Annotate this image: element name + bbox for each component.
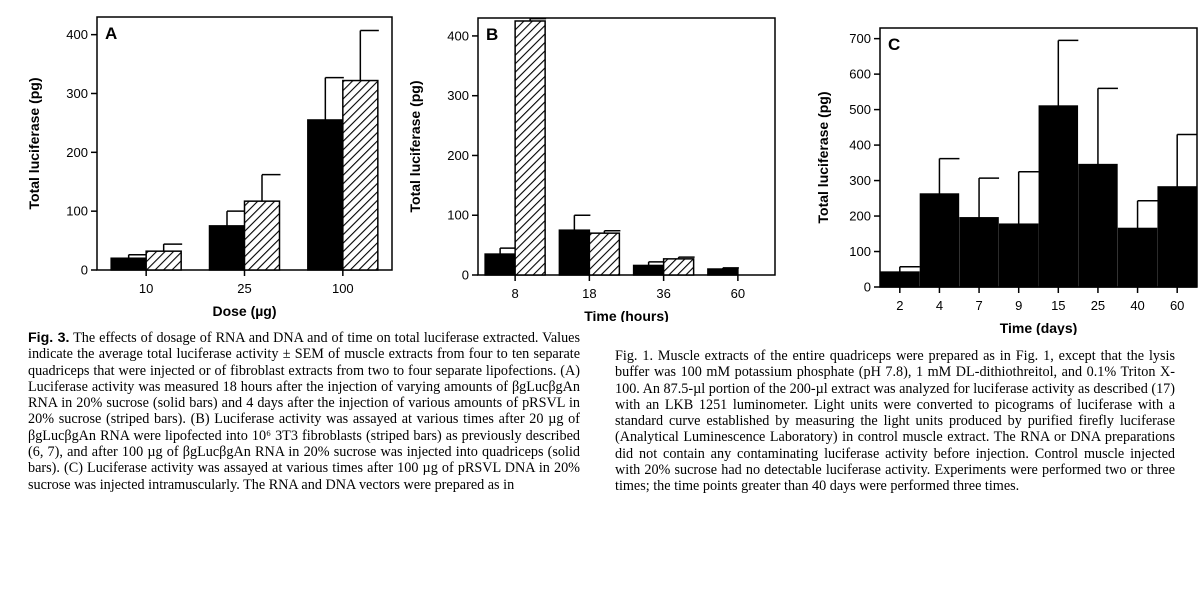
y-tick-label: 200 xyxy=(66,144,88,160)
y-tick-label: 100 xyxy=(447,207,469,223)
bar-solid xyxy=(485,254,515,275)
bar-solid xyxy=(920,194,958,287)
bar-solid xyxy=(960,218,998,287)
x-tick-label: 8 xyxy=(511,286,519,301)
bar-striped xyxy=(589,233,619,275)
x-tick-label: 9 xyxy=(1015,298,1023,313)
y-tick-label: 400 xyxy=(849,137,871,153)
bar-solid xyxy=(1158,187,1196,287)
panel-label: B xyxy=(486,25,499,44)
y-tick-label: 300 xyxy=(447,88,469,104)
figure-label: Fig. 3. xyxy=(28,330,70,346)
x-tick-label: 25 xyxy=(1090,298,1106,313)
caption-left-text: The effects of dosage of RNA and DNA and of time on total luciferase extracted. Values indicate the average total luciferase activity ± SEM of muscle extracts from four to ten separate quadriceps that were injected or of fibroblast extracts from two to four separate lipofections. (A) Luciferase activity was measured 18 hours after the injection of varying amounts of βgLucβgAn RNA in 20% sucrose (solid bars) and 4 days after the injection of various amounts of pRSVL in 20% sucrose (striped bars). (B) Luciferase activity was assayed at various times after 20 µg of βgLucβgAn RNA were lipofected into 10⁶ 3T3 fibroblasts (striped bars) as previously described (6, 7), and after 100 µg of βgLucβgAn RNA in 20% sucrose was injected into quadriceps (solid bars). (C) Luciferase activity was assayed at various times after 100 µg of pRSVL DNA in 20% sucrose was injected intramuscularly. The RNA and DNA vectors were prepared as in xyxy=(28,330,580,493)
bar-striped xyxy=(664,259,694,275)
caption-right-text: Fig. 1. Muscle extracts of the entire quadriceps were prepared as in Fig. 1, except that the lysis buffer was 100 mM potassium phosphate (pH 7.8), 1 mM DL-dithiothreitol, and 0.1% Triton X-100. An 87.5-µl portion of the 200-µl extract was analyzed for luciferase activity as described (17) with an LKB 1251 luminometer. Light units were converted to picograms of luciferase with a standard curve established by measuring the light units produced by purified firefly luciferase (Analytical Luminescence Laboratory) in control muscle extract. The RNA or DNA preparations did not contain any contaminating luciferase activity before injection. Control muscle injected with 20% sucrose had no detectable luciferase activity. Experiments were performed two or three times; the time points greater than 40 days were performed three times. xyxy=(615,348,1175,495)
x-tick-label: 4 xyxy=(935,298,944,313)
y-tick-label: 500 xyxy=(849,102,871,118)
y-tick-label: 400 xyxy=(447,28,469,44)
bar-solid xyxy=(634,265,664,275)
y-tick-label: 0 xyxy=(80,262,88,278)
y-tick-label: 0 xyxy=(863,279,871,295)
y-tick-label: 400 xyxy=(66,27,88,43)
chart-a-svg xyxy=(0,0,400,322)
panel-label: A xyxy=(105,24,118,43)
y-tick-label: 300 xyxy=(66,85,88,101)
bar-solid xyxy=(1079,165,1117,287)
bar-solid xyxy=(1119,228,1157,287)
chart-c-svg xyxy=(800,0,1200,335)
y-tick-label: 0 xyxy=(461,267,469,283)
y-axis-label: Total luciferase (pg) xyxy=(26,77,42,210)
x-axis-label: Time (hours) xyxy=(584,308,669,322)
x-tick-label: 60 xyxy=(730,286,746,301)
x-tick-label: 2 xyxy=(896,298,904,313)
x-tick-label: 25 xyxy=(237,281,252,296)
x-tick-label: 60 xyxy=(1169,298,1185,313)
figure-caption-right xyxy=(615,348,1175,495)
y-axis-label: Total luciferase (pg) xyxy=(407,80,423,213)
x-tick-label: 18 xyxy=(582,286,597,301)
chart-panel-b xyxy=(400,0,800,322)
chart-panel-a xyxy=(0,0,400,322)
y-tick-label: 600 xyxy=(849,66,871,82)
y-tick-label: 700 xyxy=(849,31,871,47)
bar-solid xyxy=(881,272,919,287)
bar-striped xyxy=(245,201,280,270)
x-tick-label: 100 xyxy=(331,281,354,296)
bar-solid xyxy=(210,226,245,270)
bar-solid xyxy=(1039,106,1077,287)
x-axis-label: Dose (µg) xyxy=(212,303,277,319)
x-tick-label: 7 xyxy=(975,298,983,313)
bar-solid xyxy=(708,269,738,275)
bar-solid xyxy=(1000,224,1038,287)
y-tick-label: 300 xyxy=(849,173,871,189)
bar-solid xyxy=(559,230,589,275)
bar-solid xyxy=(111,258,146,270)
x-axis-label: Time (days) xyxy=(999,320,1078,335)
chart-b-svg xyxy=(400,0,800,322)
bar-striped xyxy=(146,251,181,270)
panel-label: C xyxy=(888,35,901,54)
figure-caption-left xyxy=(28,330,580,493)
y-tick-label: 100 xyxy=(66,203,88,219)
bar-striped xyxy=(343,81,378,270)
bar-solid xyxy=(308,120,343,270)
y-tick-label: 100 xyxy=(849,244,871,260)
y-tick-label: 200 xyxy=(447,147,469,163)
bar-striped xyxy=(515,21,545,275)
chart-panel-c xyxy=(800,0,1200,335)
x-tick-label: 36 xyxy=(656,286,671,301)
y-axis-label: Total luciferase (pg) xyxy=(815,91,831,224)
x-tick-label: 15 xyxy=(1051,298,1066,313)
y-tick-label: 200 xyxy=(849,208,871,224)
x-tick-label: 40 xyxy=(1130,298,1145,313)
x-tick-label: 10 xyxy=(138,281,154,296)
